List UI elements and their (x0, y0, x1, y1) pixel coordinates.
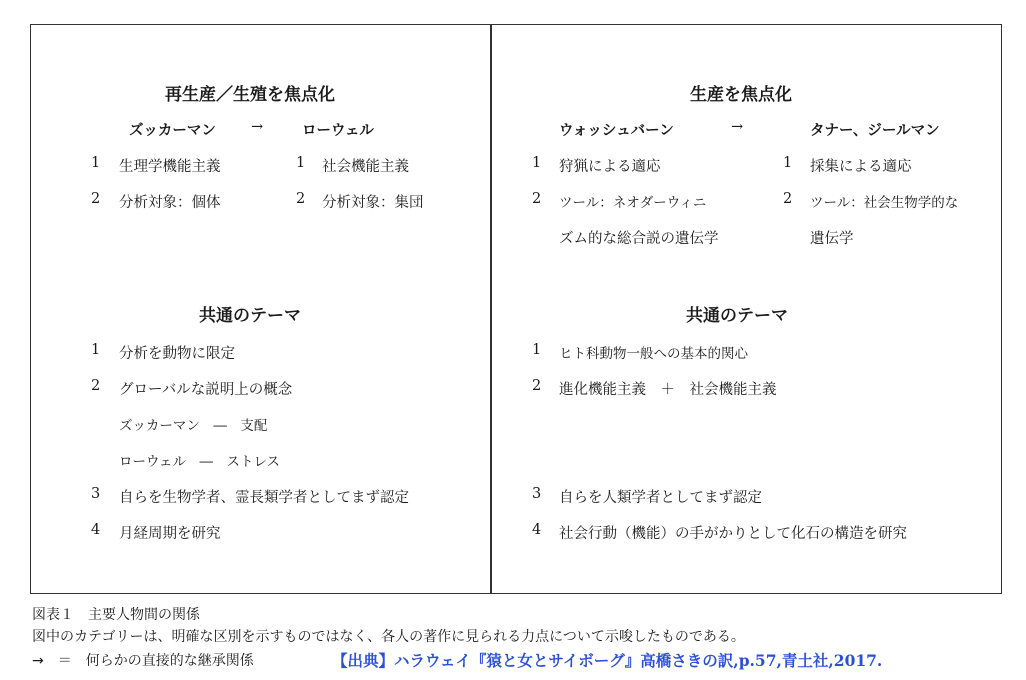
left-t1-text: 分析を動物に限定 (119, 346, 235, 362)
left-arrow: → (251, 119, 264, 135)
right-name-to: タナー、ジールマン (810, 123, 940, 139)
left-name-to: ローウェル (302, 123, 374, 139)
right-b2-text: ツール：社会生物学的な (810, 195, 959, 211)
right-b1-text: 採集による適応 (810, 159, 912, 175)
left-t1-num: 1 (91, 342, 101, 358)
diagram-frame (30, 24, 1002, 594)
left-t2-num: 2 (91, 378, 101, 394)
left-t4-text: 月経周期を研究 (119, 526, 221, 542)
left-t3-text: 自らを生物学者、霊長類学者としてまず認定 (119, 490, 409, 506)
left-a1-text: 生理学機能主義 (119, 159, 221, 175)
left-sub2: ローウェル ― ストレス (119, 454, 281, 470)
right-t2-num: 2 (532, 378, 542, 394)
right-t3-num: 3 (532, 486, 542, 502)
right-t4-text: 社会行動（機能）の手がかりとして化石の構造を研究 (559, 526, 907, 542)
figure-caption-note: 図中のカテゴリーは、明確な区別を示すものではなく、各人の著作に見られる力点について示唆したものである。 (32, 629, 745, 645)
figure-caption-legend: → ＝ 何らかの直接的な継承関係 (32, 653, 254, 669)
left-t2-text: グローバルな説明上の概念 (119, 382, 293, 398)
left-sub1: ズッカーマン ― 支配 (119, 418, 268, 434)
left-heading-reproduction: 再生産／生殖を焦点化 (165, 85, 335, 105)
left-b1-num: 1 (296, 155, 306, 171)
left-heading-common-theme: 共通のテーマ (199, 306, 301, 326)
right-a1-text: 狩猟による適応 (559, 159, 661, 175)
right-arrow: → (731, 119, 744, 135)
right-a1-num: 1 (532, 155, 542, 171)
right-t2-text: 進化機能主義 ＋ 社会機能主義 (559, 382, 777, 398)
right-heading-production: 生産を焦点化 (690, 85, 792, 105)
right-name-from: ウォッシュバーン (559, 123, 674, 139)
right-b1-num: 1 (783, 155, 793, 171)
right-t4-num: 4 (532, 522, 542, 538)
right-a2-num: 2 (532, 191, 542, 207)
left-name-from: ズッカーマン (129, 123, 216, 139)
left-b2-text: 分析対象：集団 (322, 195, 424, 211)
right-t1-num: 1 (532, 342, 542, 358)
left-a1-num: 1 (91, 155, 101, 171)
left-b1-text: 社会機能主義 (322, 159, 409, 175)
right-a2-text: ツール：ネオダーウィニ (559, 195, 707, 211)
right-b2-text-cont: 遺伝学 (810, 231, 854, 247)
left-b2-num: 2 (296, 191, 306, 207)
right-t3-text: 自らを人類学者としてまず認定 (559, 490, 762, 506)
left-a2-num: 2 (91, 191, 101, 207)
left-t4-num: 4 (91, 522, 101, 538)
left-a2-text: 分析対象：個体 (119, 195, 221, 211)
right-a2-text-cont: ズム的な総合説の遺伝学 (559, 231, 719, 247)
source-citation: 【出典】ハラウェイ『猿と女とサイボーグ』高橋さきの訳,p.57,青土社,2017. (332, 651, 883, 670)
right-b2-num: 2 (783, 191, 793, 207)
right-heading-common-theme: 共通のテーマ (686, 306, 788, 326)
figure-caption-title: 図表１ 主要人物間の関係 (32, 607, 200, 623)
right-t1-text: ヒト科動物一般への基本的関心 (559, 346, 748, 362)
column-divider (490, 25, 492, 593)
left-t3-num: 3 (91, 486, 101, 502)
